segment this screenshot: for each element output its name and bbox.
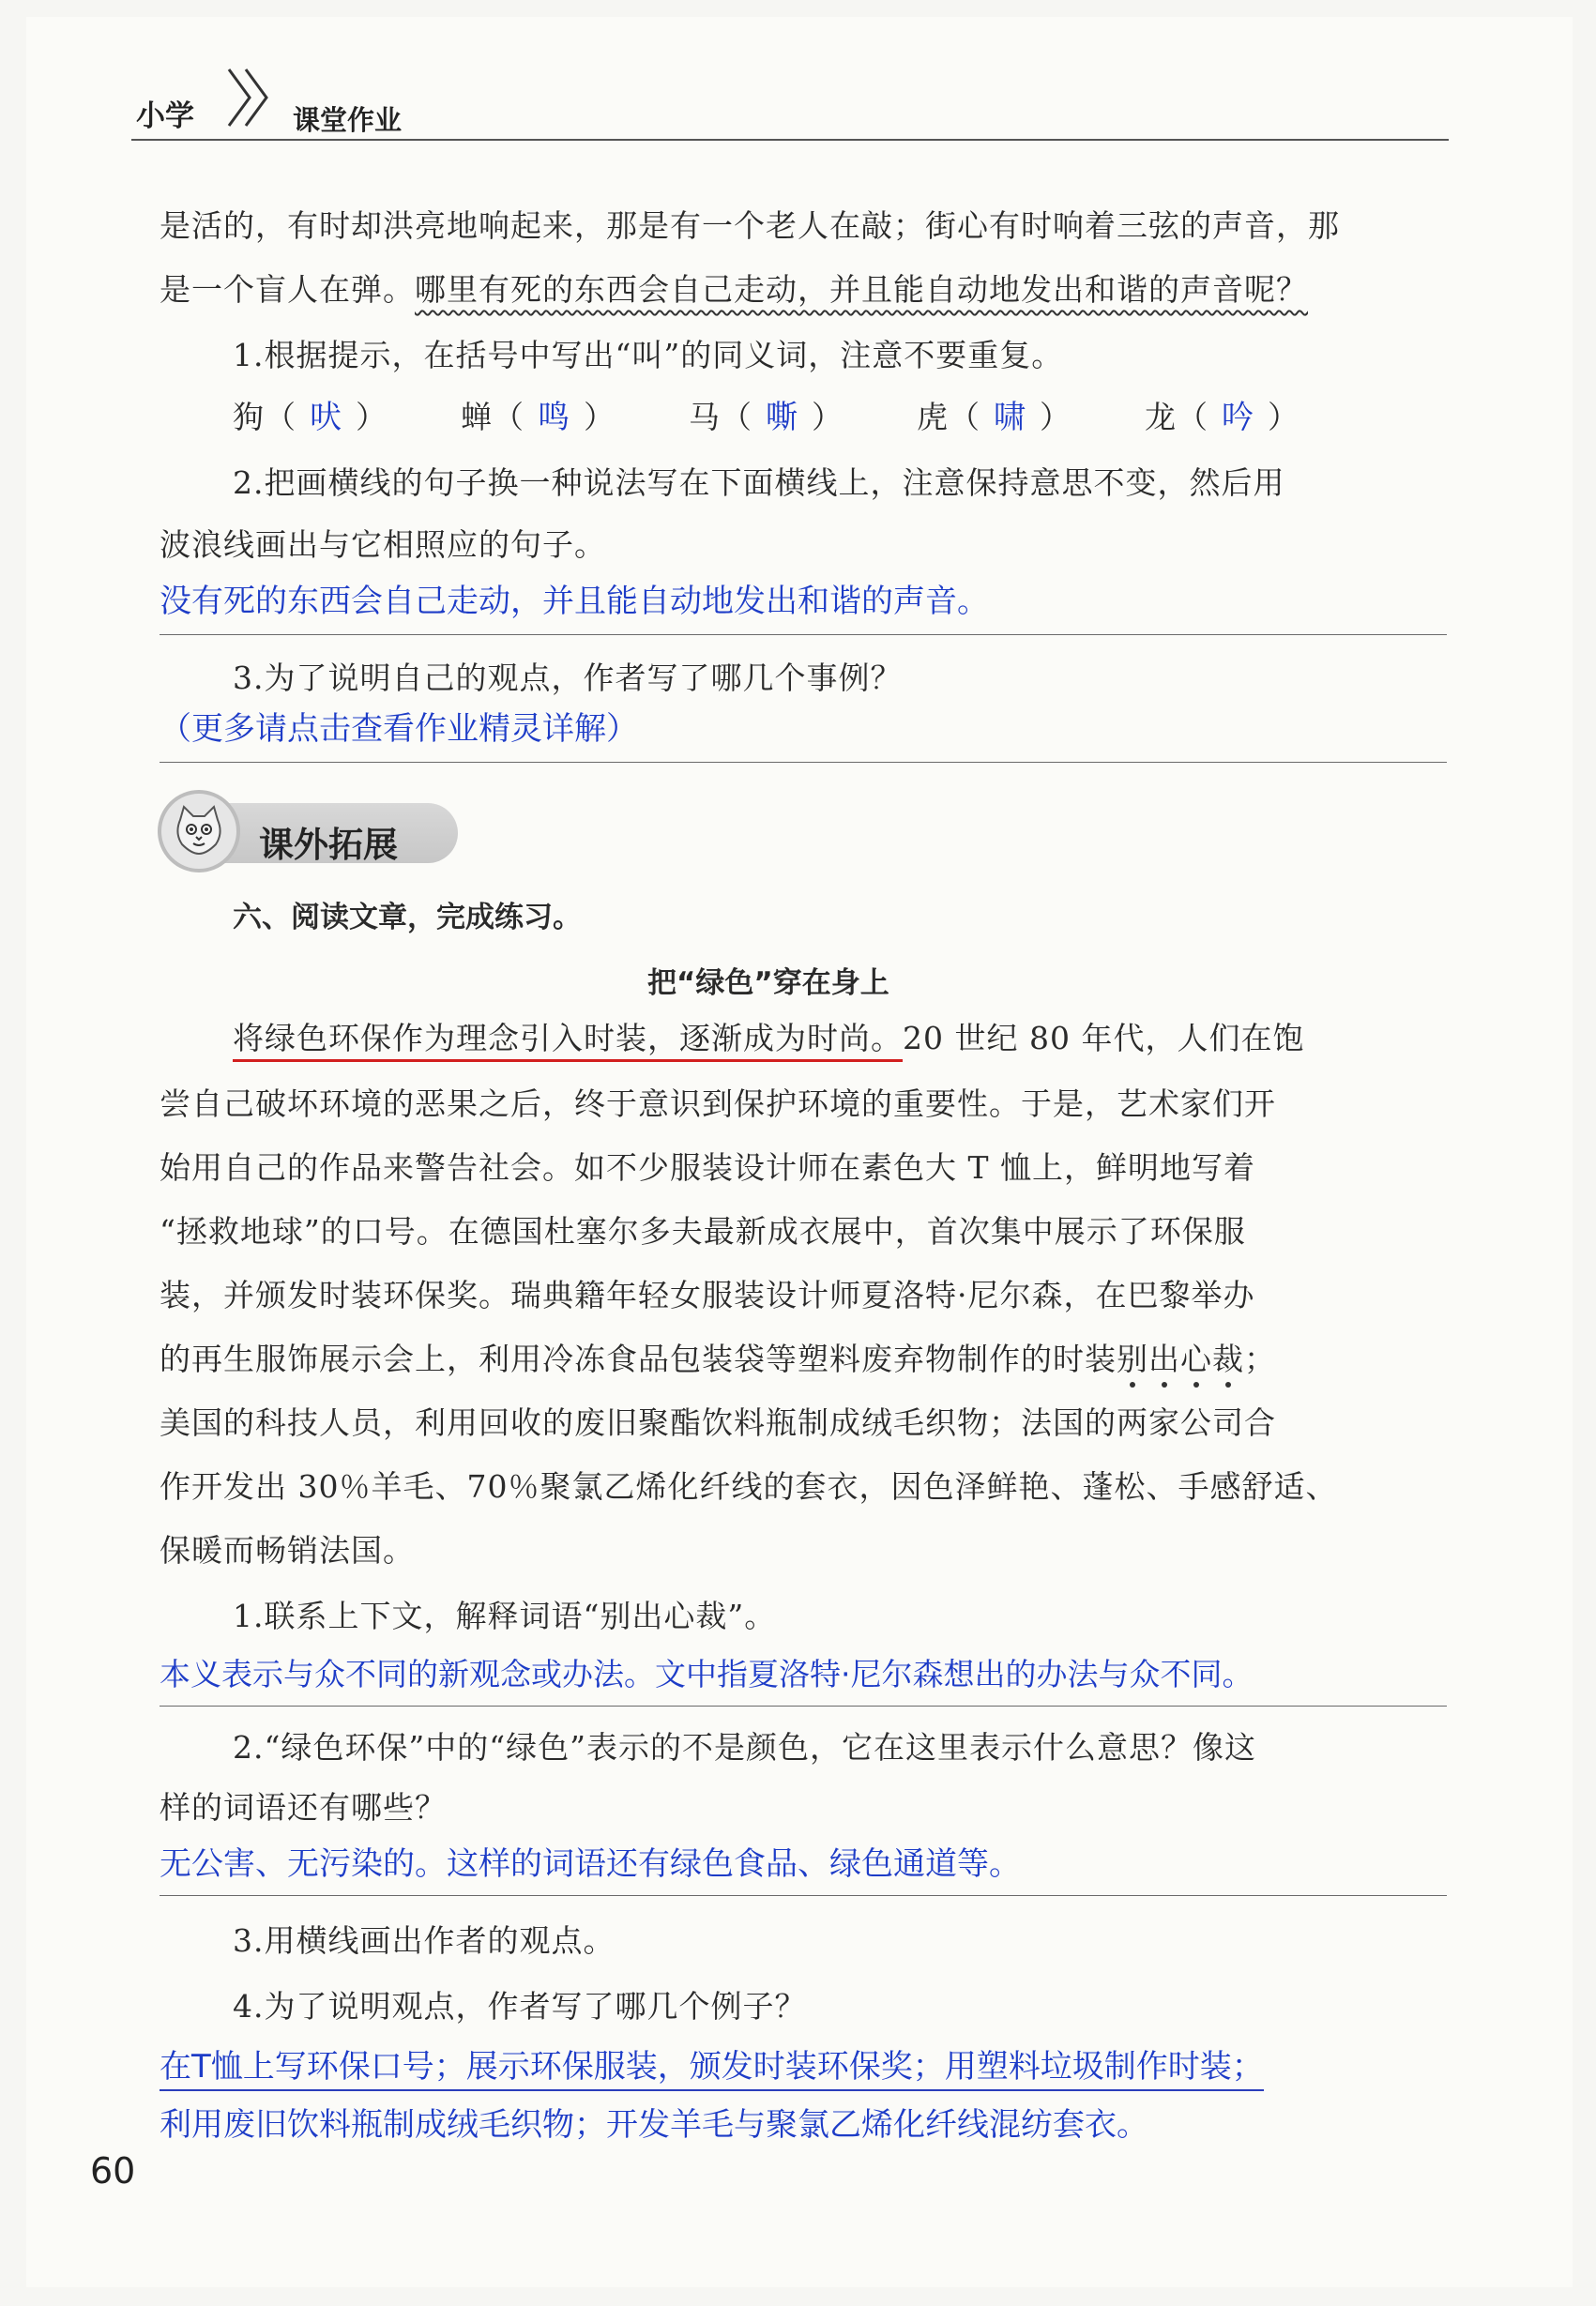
article-line: 始用自己的作品来警告社会。如不少服装设计师在素色大 T 恤上，鲜明地写着: [160, 1149, 1255, 1186]
q1-answer: 吟: [1222, 399, 1254, 436]
p6q4-prompt: 4.为了说明观点，作者写了哪几个例子？: [233, 1988, 807, 2025]
q3-answer: （更多请点击查看作业精灵详解）: [160, 710, 638, 748]
article-line: 尝自己破坏环境的恶果之后，终于意识到保护环境的重要性。于是，艺术家们开: [160, 1085, 1276, 1122]
section-title: 课外拓展: [259, 825, 398, 865]
q1-prompt: 1.根据提示，在括号中写出“叫”的同义词，注意不要重复。: [233, 337, 1064, 373]
q1-answer: 啸: [994, 399, 1026, 436]
header-rule: [131, 139, 1449, 141]
q1-answer: 吠: [310, 399, 342, 436]
q1-item: 马（ 嘶 ）: [689, 399, 844, 436]
header-brand: 小学: [136, 99, 194, 133]
q1-item: 虎（ 啸 ）: [917, 399, 1072, 436]
q1-item: 狗（ 吠 ）: [233, 399, 388, 436]
cat-face-icon: [169, 801, 229, 861]
emphasis-dot-char: 心: [1180, 1341, 1212, 1377]
article-line: 的再生服饰展示会上，利用冷冻食品包装袋等塑料废弃物制作的时装别出心裁；: [160, 1341, 1276, 1377]
p6q4-answer-line1: 在T恤上写环保口号；展示环保服装，颁发时装环保奖；用塑料垃圾制作时装；: [160, 2051, 1264, 2083]
p6q2-answer: 无公害、无污染的。这样的词语还有绿色食品、绿色通道等。: [160, 1845, 1021, 1883]
article-line-1: 将绿色环保作为理念引入时装，逐渐成为时尚。20 世纪 80 年代，人们在饱: [233, 1023, 1304, 1054]
p6q1-answer: 本义表示与众不同的新观念或办法。文中指夏洛特·尼尔森想出的办法与众不同。: [160, 1656, 1254, 1692]
double-chevron-icon: [223, 66, 283, 131]
article-line: “拯救地球”的口号。在德国杜塞尔多夫最新成衣展中，首次集中展示了环保服: [160, 1213, 1246, 1250]
article-line: 装，并颁发时装环保奖。瑞典籍年轻女服装设计师夏洛特·尼尔森，在巴黎举办: [160, 1277, 1255, 1313]
author-viewpoint-underline: 将绿色环保作为理念引入时装，逐渐成为时尚。: [233, 1020, 903, 1062]
emphasis-dot-char: 别: [1117, 1341, 1148, 1377]
p6q1-prompt: 1.联系上下文，解释词语“别出心裁”。: [233, 1598, 777, 1634]
answer-line: [160, 634, 1447, 635]
p6q4-answer-line2: 利用废旧饮料瓶制成绒毛织物；开发羊毛与聚氯乙烯化纤线混纺套衣。: [160, 2106, 1148, 2144]
q3-prompt: 3.为了说明自己的观点，作者写了哪几个事例？: [233, 660, 903, 696]
emphasis-dot-char: 裁: [1212, 1341, 1244, 1377]
q2-prompt-line1: 2.把画横线的句子换一种说法写在下面横线上，注意保持意思不变，然后用: [233, 464, 1285, 501]
q1-answer: 嘶: [766, 399, 798, 436]
answer-line: [160, 1706, 1447, 1707]
p6q3-prompt: 3.用横线画出作者的观点。: [233, 1922, 616, 1959]
p6q2-prompt-line1: 2.“绿色环保”中的“绿色”表示的不是颜色，它在这里表示什么意思？像这: [233, 1729, 1256, 1766]
page-number: 60: [90, 2150, 136, 2192]
q1-answers-row: [233, 399, 1300, 436]
passage-line-2-plain: 是一个盲人在弹。: [160, 271, 415, 308]
answer-line: [160, 762, 1447, 763]
q1-item: 龙（ 吟 ）: [1145, 399, 1300, 436]
wavy-underlined-sentence: 哪里有死的东西会自己走动，并且能自动地发出和谐的声音呢？: [415, 271, 1308, 308]
passage-line-2: [160, 271, 1308, 308]
answer-line: [160, 1895, 1447, 1896]
p6q2-prompt-line2: 样的词语还有哪些？: [160, 1789, 447, 1826]
part6-instruction: 六、阅读文章，完成练习。: [233, 901, 582, 934]
article-title: 把“绿色”穿在身上: [647, 966, 889, 1000]
q1-answer: 鸣: [538, 399, 570, 436]
q2-prompt-line2: 波浪线画出与它相照应的句子。: [160, 526, 606, 563]
header-book-title: 课堂作业: [293, 104, 403, 136]
q2-answer: 没有死的东西会自己走动，并且能自动地发出和谐的声音。: [160, 583, 989, 620]
article-line: 保暖而畅销法国。: [160, 1532, 415, 1569]
emphasis-dot-char: 出: [1148, 1341, 1180, 1377]
article-line: 美国的科技人员，利用回收的废旧聚酯饮料瓶制成绒毛织物；法国的两家公司合: [160, 1404, 1276, 1441]
passage-line-1: 是活的，有时却洪亮地响起来，那是有一个老人在敲；街心有时响着三弦的声音，那: [160, 207, 1340, 244]
q1-item: 蝉（ 鸣 ）: [461, 399, 616, 436]
article-line: 作开发出 30％羊毛、70％聚氯乙烯化纤线的套衣，因色泽鲜艳、蓬松、手感舒适、: [160, 1468, 1338, 1505]
